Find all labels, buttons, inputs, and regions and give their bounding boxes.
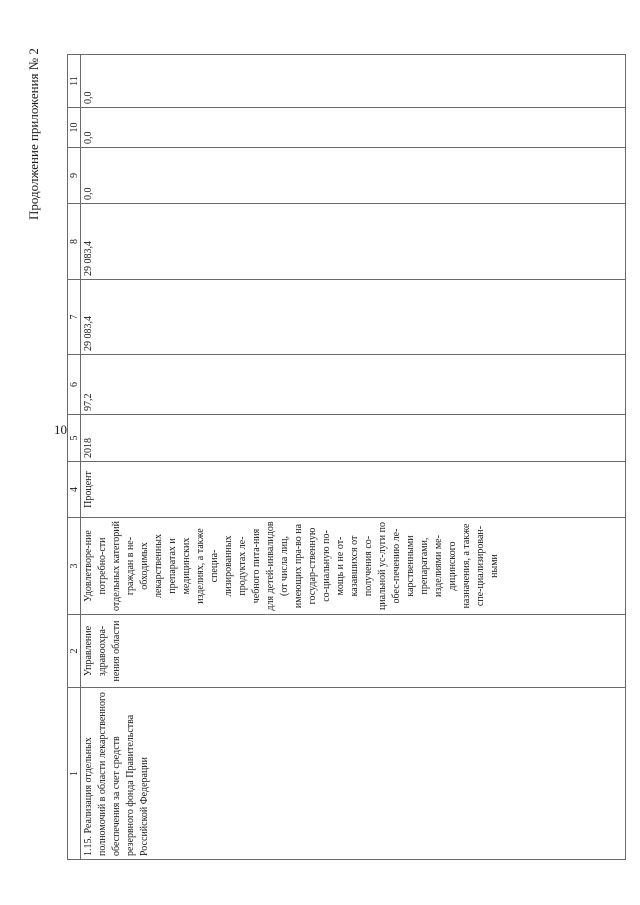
year: 2018 <box>81 415 626 462</box>
other-funding: 0,0 <box>81 55 626 108</box>
table-row <box>81 55 626 860</box>
column-number: 10 <box>68 108 81 148</box>
column-number: 3 <box>68 518 81 615</box>
activity-name: 1.15. Реализация отдельных полномочий в области лекарственного обеспечения за счет средств резервного фонда Правительства Российской Федерации <box>81 688 626 860</box>
column-number: 8 <box>68 204 81 280</box>
federal-funding: 29 083,4 <box>81 204 626 280</box>
page-number: 10 <box>54 422 67 437</box>
responsible-body: Управление здравоохра-нения области <box>81 615 626 688</box>
column-number: 7 <box>68 280 81 355</box>
continuation-note: Продолжение приложения № 2 <box>26 48 41 220</box>
regional-funding: 0,0 <box>81 148 626 204</box>
appendix-table <box>67 55 625 860</box>
indicator-description: Удовлетворе-ние потребно-сти отдельных категорий граждан в не-обходимых лекарственных препаратах и медицинских изделиях, а также специа-лизированных продуктах ле-чебного пита-ния для детей-инвалидов (от числа лиц, имеющих пра-во на государ-ственную со-циальную по-мощь и не от-казавшихся от получения со-циальной ус-луги по обес-печению ле-карственными препаратами, изделиями ме-дицинского назначения, а также спе-циализирован-ными <box>81 518 626 615</box>
column-number: 9 <box>68 148 81 204</box>
column-number: 1 <box>68 688 81 860</box>
column-number: 11 <box>68 55 81 108</box>
local-funding: 0,0 <box>81 108 626 148</box>
indicator-value: 97,2 <box>81 355 626 415</box>
column-number: 4 <box>68 462 81 518</box>
column-number-row <box>68 55 81 860</box>
total-funding: 29 083,4 <box>81 280 626 355</box>
unit-of-measure: Процент <box>81 462 626 518</box>
column-number: 5 <box>68 415 81 462</box>
column-number: 6 <box>68 355 81 415</box>
column-number: 2 <box>68 615 81 688</box>
